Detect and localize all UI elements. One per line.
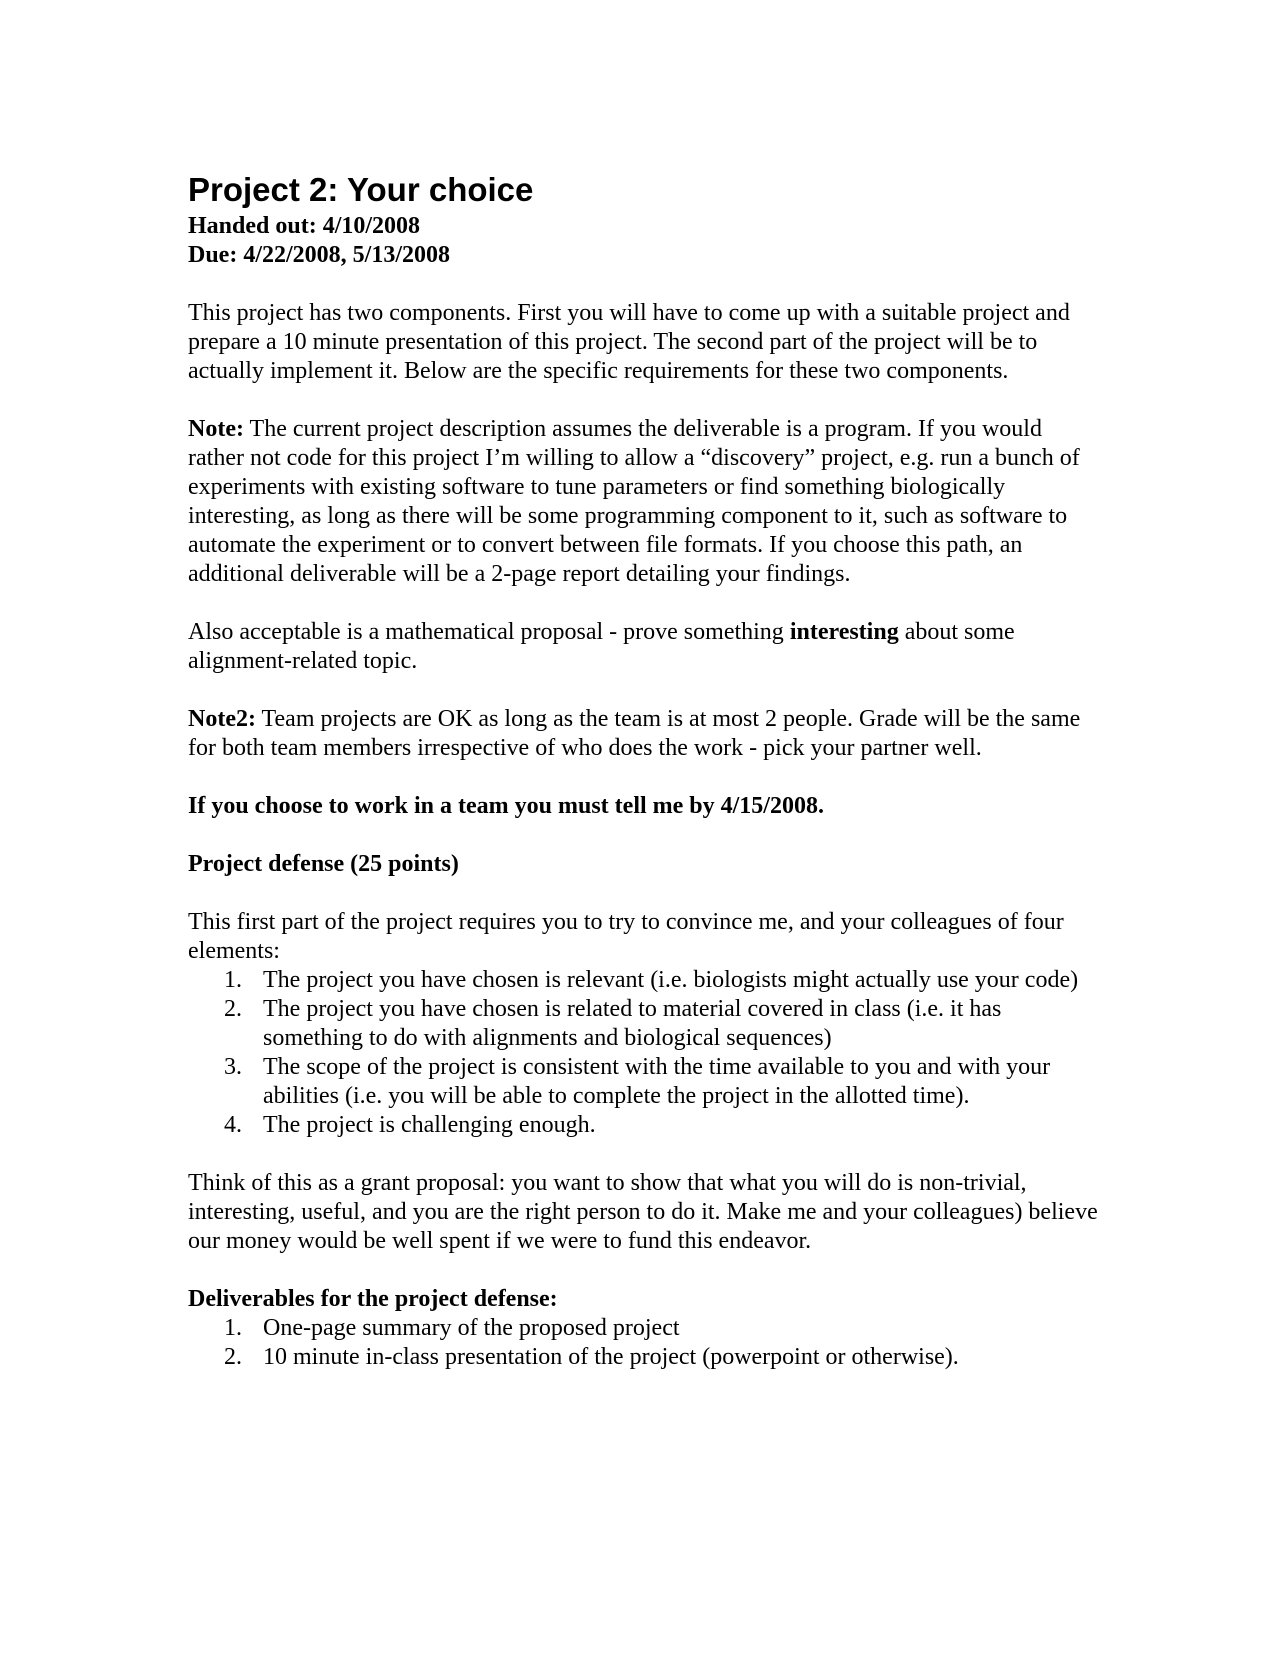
defense-intro: This first part of the project requires you to try to convince me, and your colleagues of four elements: bbox=[188, 909, 1064, 964]
list-item bbox=[188, 1053, 1098, 1111]
elements-list bbox=[188, 966, 1098, 1140]
list-item-number: 2. bbox=[224, 996, 242, 1022]
list-item bbox=[188, 966, 1098, 995]
note2-paragraph bbox=[188, 705, 1098, 763]
defense-heading bbox=[188, 850, 1098, 879]
note2-label: Note2: bbox=[188, 706, 256, 732]
list-item-text: The project is challenging enough. bbox=[263, 1112, 596, 1138]
list-item-number: 1. bbox=[224, 1315, 242, 1341]
note-paragraph bbox=[188, 415, 1098, 589]
list-item-number: 1. bbox=[224, 967, 242, 993]
list-item bbox=[188, 995, 1098, 1053]
handed-out-date: Handed out: 4/10/2008 bbox=[188, 213, 421, 239]
page-title: Project 2: Your choice bbox=[188, 171, 534, 208]
note2-text: Team projects are OK as long as the team is at most 2 people. Grade will be the same for both team members irrespective of who does the work - pick your partner well. bbox=[188, 706, 1081, 761]
list-item-number: 4. bbox=[224, 1112, 242, 1138]
document-page bbox=[188, 170, 1098, 1372]
math-proposal-paragraph bbox=[188, 618, 1098, 676]
math-text-bold: interesting bbox=[789, 619, 899, 645]
list-item-text: The scope of the project is consistent with the time available to you and with your abilities (i.e. you will be able to complete the project in the allotted time). bbox=[263, 1054, 1051, 1109]
defense-heading-text: Project defense (25 points) bbox=[188, 851, 459, 877]
intro-paragraph: This project has two components. First you will have to come up with a suitable project and prepare a 10 minute presentation of this project. The second part of the project will be to actually implement it. Below are the specific requirements for these two components. bbox=[188, 300, 1070, 384]
list-item-text: One-page summary of the proposed project bbox=[263, 1315, 680, 1341]
list-item bbox=[188, 1314, 1098, 1343]
list-item-text: The project you have chosen is related to material covered in class (i.e. it has something to do with alignments and biological sequences) bbox=[263, 996, 1002, 1051]
math-text-after: about some alignment-related topic. bbox=[188, 619, 1015, 674]
list-item-number: 2. bbox=[224, 1344, 242, 1370]
deliverables-heading-text: Deliverables for the project defense: bbox=[188, 1286, 558, 1312]
list-item-text: The project you have chosen is relevant (i.e. biologists might actually use your code) bbox=[263, 967, 1079, 993]
list-item-number: 3. bbox=[224, 1054, 242, 1080]
team-deadline-text: If you choose to work in a team you must tell me by 4/15/2008. bbox=[188, 793, 824, 819]
note-label: Note: bbox=[188, 416, 244, 442]
deliverables-heading bbox=[188, 1285, 1098, 1314]
deliverables-list bbox=[188, 1314, 1098, 1372]
note-text: The current project description assumes the deliverable is a program. If you would rather not code for this project I’m willing to allow a “discovery” project, e.g. run a bunch of experiments with existing software to tune parameters or find something biologically interesting, as long as there will be some programming component to it, such as software to automate the experiment or to convert between file formats. If you choose this path, an additional deliverable will be a 2-page report detailing your findings. bbox=[188, 416, 1080, 587]
list-item-text: 10 minute in-class presentation of the project (powerpoint or otherwise). bbox=[263, 1344, 959, 1370]
grant-paragraph: Think of this as a grant proposal: you want to show that what you will do is non-trivial, interesting, useful, and you are the right person to do it. Make me and your colleagues) believe our money would be well spent if we were to fund this endeavor. bbox=[188, 1170, 1098, 1254]
list-item bbox=[188, 1111, 1098, 1140]
list-item bbox=[188, 1343, 1098, 1372]
team-deadline bbox=[188, 792, 1098, 821]
math-text-before: Also acceptable is a mathematical proposal - prove something bbox=[188, 619, 790, 645]
due-dates: Due: 4/22/2008, 5/13/2008 bbox=[188, 242, 450, 268]
